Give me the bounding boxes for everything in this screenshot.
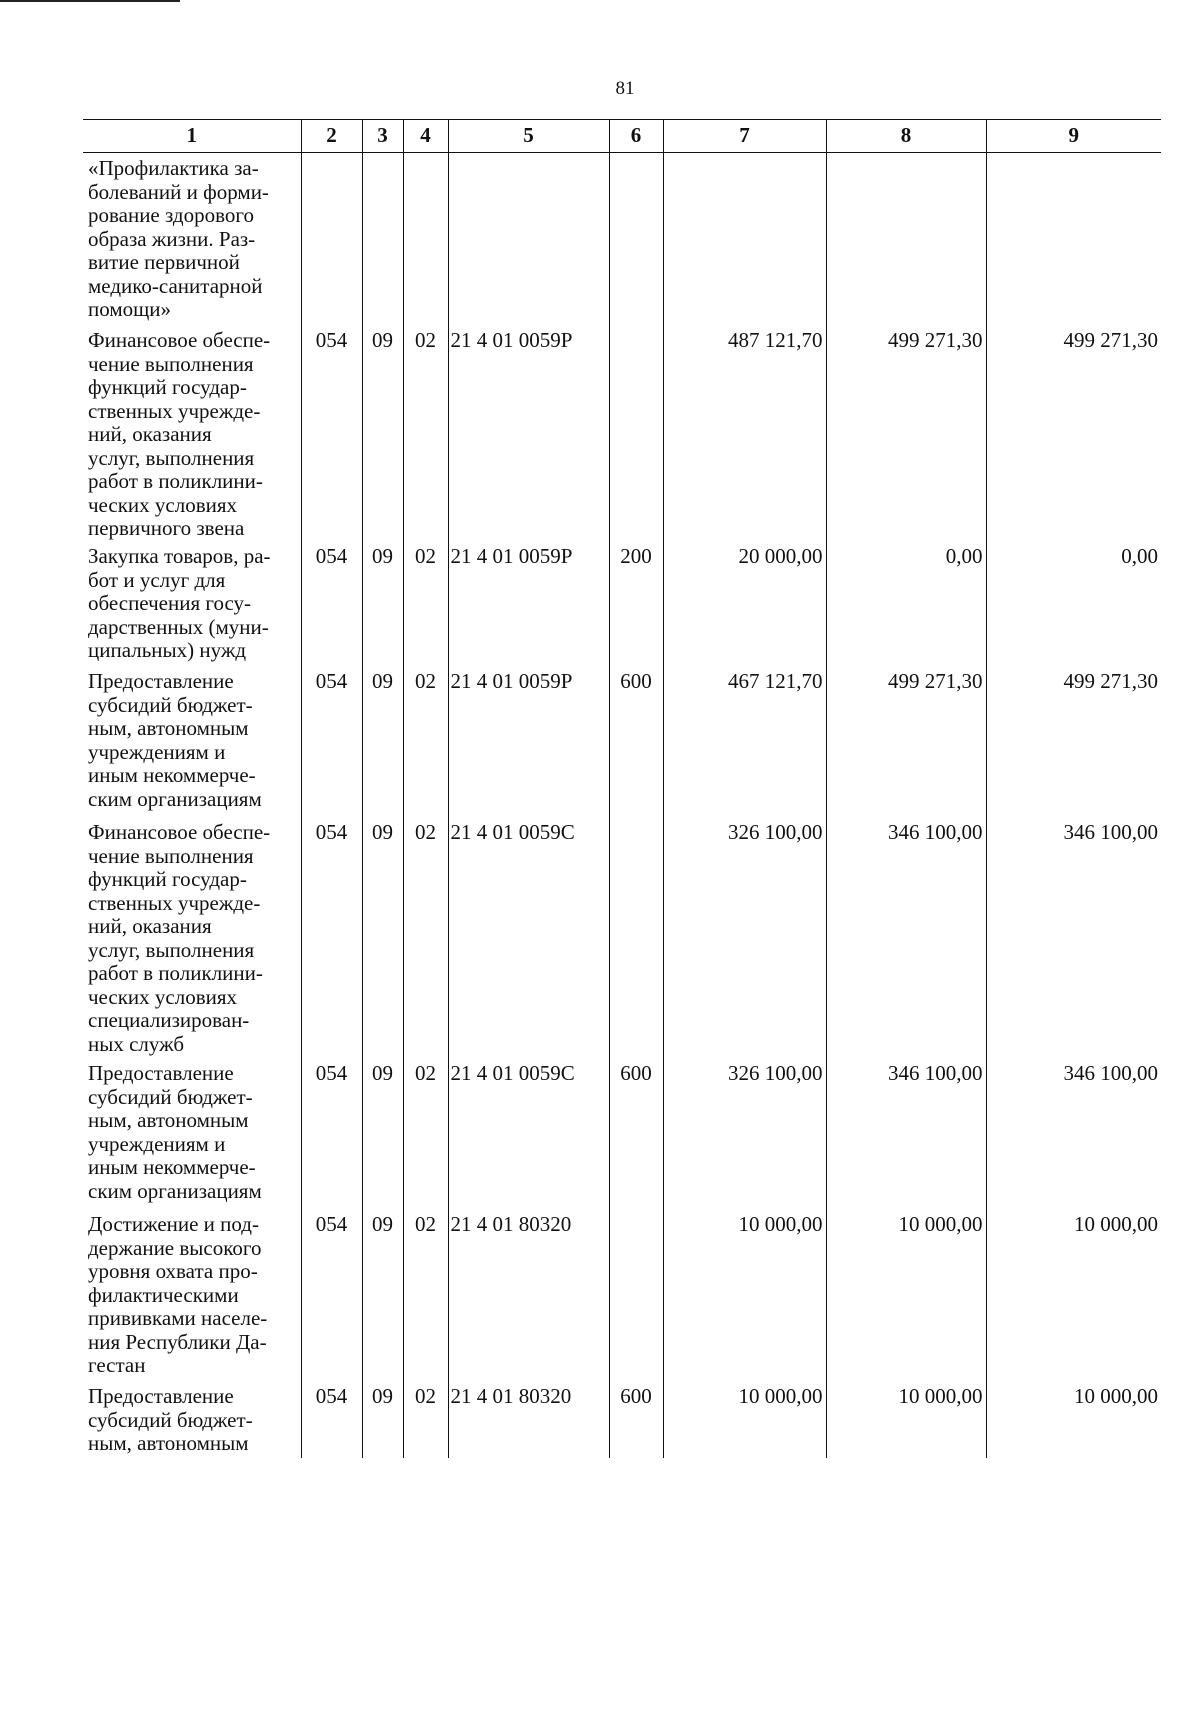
cell-name bbox=[83, 670, 301, 821]
cell-year-1: 326 100,00 bbox=[663, 1062, 826, 1213]
cell-rz: 09 bbox=[362, 1385, 403, 1458]
header-col-7: 7 bbox=[663, 120, 826, 153]
cell-pr: 02 bbox=[403, 1062, 448, 1213]
name-line: Предоставление bbox=[88, 669, 234, 693]
name-line: ным, автономным bbox=[88, 1108, 249, 1132]
cell-vr: 600 bbox=[609, 670, 663, 821]
cell-vr bbox=[609, 329, 663, 545]
name-line: услуг, выполнения bbox=[88, 445, 255, 470]
header-row bbox=[83, 120, 1161, 153]
cell-grbs bbox=[301, 153, 362, 330]
name-line: ным, автономным bbox=[88, 716, 249, 740]
name-text bbox=[88, 1213, 299, 1378]
name-line: филактическими bbox=[88, 1282, 239, 1307]
cell-csr: 21 4 01 0059С bbox=[448, 821, 609, 1062]
name-line: витие первичной bbox=[88, 250, 240, 274]
cell-year-3 bbox=[986, 153, 1161, 330]
cell-vr bbox=[609, 153, 663, 330]
name-line: держание высокого bbox=[88, 1235, 262, 1260]
name-line: ственных учрежде- bbox=[88, 398, 261, 423]
cell-vr: 200 bbox=[609, 545, 663, 670]
header-col-2: 2 bbox=[301, 120, 362, 153]
header-col-4: 4 bbox=[403, 120, 448, 153]
name-line: первичного звена bbox=[88, 516, 245, 540]
name-line: уровня охвата про- bbox=[88, 1259, 258, 1283]
cell-vr bbox=[609, 1213, 663, 1385]
cell-name bbox=[83, 1385, 301, 1458]
name-line: Закупка товаров, ра- bbox=[88, 544, 271, 568]
name-line: чение выполнения bbox=[88, 843, 254, 868]
name-line: иным некоммерче- bbox=[88, 1155, 256, 1179]
cell-pr: 02 bbox=[403, 1385, 448, 1458]
cell-name bbox=[83, 329, 301, 545]
cell-rz: 09 bbox=[362, 545, 403, 670]
cell-csr: 21 4 01 0059Р bbox=[448, 329, 609, 545]
name-line: функций государ- bbox=[88, 867, 247, 891]
cell-name bbox=[83, 821, 301, 1062]
cell-csr: 21 4 01 80320 bbox=[448, 1213, 609, 1385]
cell-year-2: 10 000,00 bbox=[826, 1385, 986, 1458]
name-line: болеваний и форми- bbox=[88, 179, 269, 204]
cell-year-3: 0,00 bbox=[986, 545, 1161, 670]
cell-pr bbox=[403, 153, 448, 330]
name-line: специализирован- bbox=[88, 1008, 250, 1032]
name-line: ским организациям bbox=[88, 1178, 262, 1203]
table-row bbox=[83, 1062, 1161, 1213]
cell-year-3: 499 271,30 bbox=[986, 670, 1161, 821]
header-col-3: 3 bbox=[362, 120, 403, 153]
cell-year-2: 346 100,00 bbox=[826, 821, 986, 1062]
name-line: работ в поликлини- bbox=[88, 469, 263, 493]
name-line: образа жизни. Раз- bbox=[88, 226, 256, 251]
cell-grbs: 054 bbox=[301, 1213, 362, 1385]
name-line: рование здорового bbox=[88, 203, 254, 227]
cell-pr: 02 bbox=[403, 670, 448, 821]
cell-grbs: 054 bbox=[301, 1385, 362, 1458]
name-line: Предоставление bbox=[88, 1384, 234, 1408]
header-col-9: 9 bbox=[986, 120, 1161, 153]
table-row bbox=[83, 153, 1161, 330]
name-line: ным, автономным bbox=[88, 1431, 249, 1455]
name-line: «Профилактика за- bbox=[88, 156, 259, 180]
table-row bbox=[83, 329, 1161, 545]
table-header bbox=[83, 120, 1161, 153]
name-line: учреждениям и bbox=[88, 1131, 226, 1156]
name-line: Предоставление bbox=[88, 1061, 234, 1085]
name-line: Финансовое обеспе- bbox=[88, 328, 271, 352]
cell-rz: 09 bbox=[362, 1213, 403, 1385]
cell-name bbox=[83, 153, 301, 330]
cell-csr: 21 4 01 0059Р bbox=[448, 670, 609, 821]
name-line: субсидий бюджет- bbox=[88, 1084, 253, 1109]
cell-year-3: 346 100,00 bbox=[986, 821, 1161, 1062]
name-line: обеспечения госу- bbox=[88, 591, 252, 615]
table-row bbox=[83, 1213, 1161, 1385]
cell-grbs: 054 bbox=[301, 821, 362, 1062]
name-text bbox=[88, 1062, 299, 1203]
name-text bbox=[88, 545, 299, 663]
page-number: 81 bbox=[615, 78, 635, 99]
cell-grbs: 054 bbox=[301, 1062, 362, 1213]
cell-rz: 09 bbox=[362, 329, 403, 545]
name-text bbox=[88, 157, 299, 322]
name-line: дарственных (муни- bbox=[88, 614, 269, 639]
cell-vr: 600 bbox=[609, 1385, 663, 1458]
name-line: помощи» bbox=[88, 297, 172, 321]
cell-year-2: 10 000,00 bbox=[826, 1213, 986, 1385]
name-line: функций государ- bbox=[88, 375, 247, 399]
name-line: работ в поликлини- bbox=[88, 961, 263, 985]
cell-year-1 bbox=[663, 153, 826, 330]
name-line: медико-санитарной bbox=[88, 273, 263, 298]
cell-name bbox=[83, 1213, 301, 1385]
table-row bbox=[83, 545, 1161, 670]
name-line: прививками населе- bbox=[88, 1306, 268, 1330]
name-line: чение выполнения bbox=[88, 351, 254, 376]
cell-year-3: 499 271,30 bbox=[986, 329, 1161, 545]
name-line: иным некоммерче- bbox=[88, 763, 256, 787]
cell-name bbox=[83, 1062, 301, 1213]
cell-csr: 21 4 01 80320 bbox=[448, 1385, 609, 1458]
cell-year-2 bbox=[826, 153, 986, 330]
table-row bbox=[83, 1385, 1161, 1458]
cell-year-3: 10 000,00 bbox=[986, 1213, 1161, 1385]
table-row bbox=[83, 821, 1161, 1062]
budget-table bbox=[83, 119, 1161, 1458]
name-line: ципальных) нужд bbox=[88, 638, 247, 662]
cell-grbs: 054 bbox=[301, 329, 362, 545]
cell-csr bbox=[448, 153, 609, 330]
name-line: ственных учрежде- bbox=[88, 890, 261, 915]
cell-year-1: 20 000,00 bbox=[663, 545, 826, 670]
name-line: ний, оказания bbox=[88, 422, 212, 446]
cell-year-2: 499 271,30 bbox=[826, 329, 986, 545]
cell-rz: 09 bbox=[362, 670, 403, 821]
name-text bbox=[88, 670, 299, 811]
header-col-8: 8 bbox=[826, 120, 986, 153]
cell-vr bbox=[609, 821, 663, 1062]
name-line: учреждениям и bbox=[88, 739, 226, 764]
cell-year-1: 467 121,70 bbox=[663, 670, 826, 821]
header-col-1: 1 bbox=[83, 120, 301, 153]
table-body bbox=[83, 153, 1161, 1459]
cell-rz bbox=[362, 153, 403, 330]
table-row bbox=[83, 670, 1161, 821]
cell-pr: 02 bbox=[403, 1213, 448, 1385]
name-line: Финансовое обеспе- bbox=[88, 820, 271, 844]
name-line: субсидий бюджет- bbox=[88, 1407, 253, 1432]
cell-year-1: 326 100,00 bbox=[663, 821, 826, 1062]
header-col-5: 5 bbox=[448, 120, 609, 153]
name-line: субсидий бюджет- bbox=[88, 692, 253, 717]
name-line: ний, оказания bbox=[88, 914, 212, 938]
cell-rz: 09 bbox=[362, 1062, 403, 1213]
cell-grbs: 054 bbox=[301, 670, 362, 821]
cell-pr: 02 bbox=[403, 329, 448, 545]
name-line: бот и услуг для bbox=[88, 567, 226, 592]
cell-csr: 21 4 01 0059С bbox=[448, 1062, 609, 1213]
scan-edge-mark bbox=[0, 0, 180, 2]
name-line: ческих условиях bbox=[88, 492, 238, 517]
name-line: ных служб bbox=[88, 1031, 185, 1056]
cell-grbs: 054 bbox=[301, 545, 362, 670]
name-line: гестан bbox=[88, 1353, 146, 1377]
cell-name bbox=[83, 545, 301, 670]
header-col-6: 6 bbox=[609, 120, 663, 153]
cell-pr: 02 bbox=[403, 545, 448, 670]
name-line: ческих условиях bbox=[88, 984, 238, 1009]
cell-year-3: 10 000,00 bbox=[986, 1385, 1161, 1458]
cell-year-2: 346 100,00 bbox=[826, 1062, 986, 1213]
name-text bbox=[88, 821, 299, 1056]
name-line: услуг, выполнения bbox=[88, 937, 255, 962]
cell-year-1: 10 000,00 bbox=[663, 1385, 826, 1458]
name-text bbox=[88, 329, 299, 541]
cell-year-3: 346 100,00 bbox=[986, 1062, 1161, 1213]
cell-year-1: 10 000,00 bbox=[663, 1213, 826, 1385]
name-line: ским организациям bbox=[88, 786, 262, 811]
cell-year-2: 0,00 bbox=[826, 545, 986, 670]
cell-pr: 02 bbox=[403, 821, 448, 1062]
name-line: ния Республики Да- bbox=[88, 1329, 267, 1354]
cell-year-2: 499 271,30 bbox=[826, 670, 986, 821]
cell-csr: 21 4 01 0059Р bbox=[448, 545, 609, 670]
cell-year-1: 487 121,70 bbox=[663, 329, 826, 545]
cell-rz: 09 bbox=[362, 821, 403, 1062]
name-text bbox=[88, 1385, 299, 1456]
name-line: Достижение и под- bbox=[88, 1212, 259, 1236]
cell-vr: 600 bbox=[609, 1062, 663, 1213]
